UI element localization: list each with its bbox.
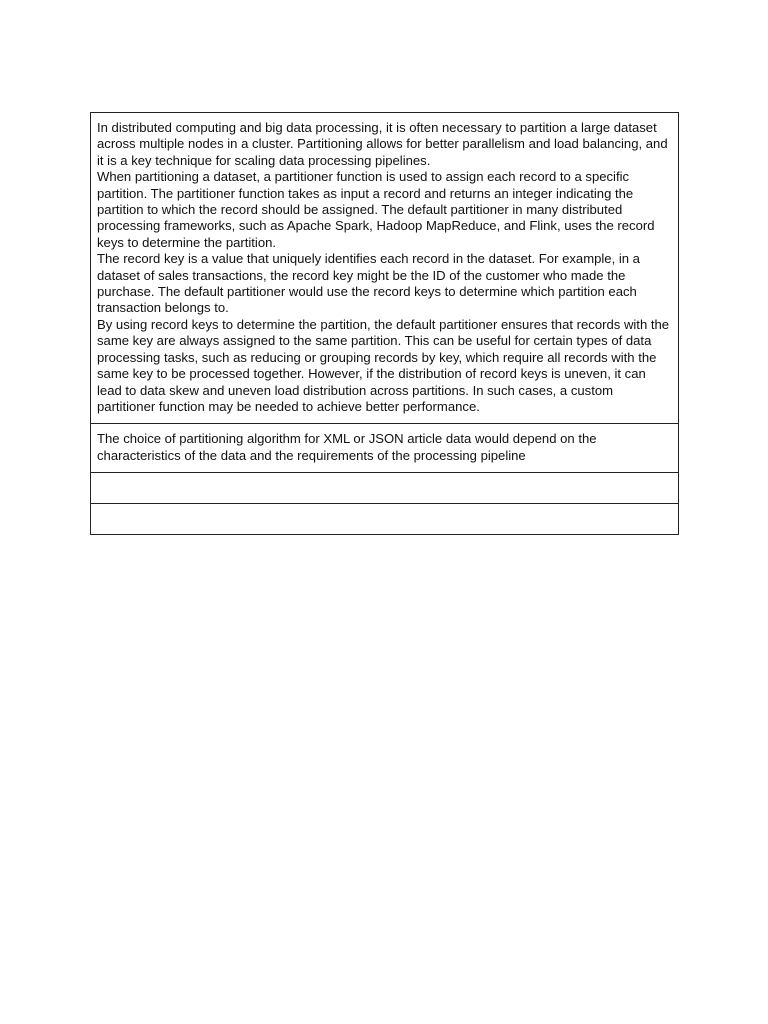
paragraph: The record key is a value that uniquely identifies each record in the dataset. For example, in a dataset of sales transactions, the record key might be the ID of the customer who made the purchase. The default partitioner would use the record keys to determine which partition each transaction belongs to. xyxy=(97,251,640,316)
table-row-empty xyxy=(91,504,679,535)
paragraph: By using record keys to determine the partition, the default partitioner ensures that records with the same key are always assigned to the same partition. This can be useful for certain types of data processing tasks, such as reducing or grouping records by key, which require all records with the same key to be processed together. However, if the distribution of record keys is uneven, it can lead to data skew and uneven load distribution across partitions. In such cases, a custom partitioner function may be needed to achieve better performance. xyxy=(97,316,670,414)
paragraph: In distributed computing and big data processing, it is often necessary to partition a large dataset across multiple nodes in a cluster. Partitioning allows for better parallelism and load balancing, and it is a key technique for scaling data processing pipelines. xyxy=(97,120,668,168)
table-row-empty xyxy=(91,473,679,504)
content-table xyxy=(90,112,679,535)
table-cell xyxy=(91,424,679,473)
table-cell-empty xyxy=(91,473,679,504)
table-row xyxy=(91,424,679,473)
table-cell xyxy=(91,113,679,424)
paragraph: When partitioning a dataset, a partitioner function is used to assign each record to a specific partition. The partitioner function takes as input a record and returns an integer indicating the partition to which the record should be assigned. The default partitioner in many distributed processing frameworks, such as Apache Spark, Hadoop MapReduce, and Flink, uses the record keys to determine the partition. xyxy=(97,169,655,250)
table-cell-empty xyxy=(91,504,679,535)
paragraph: The choice of partitioning algorithm for XML or JSON article data would depend on the characteristics of the data and the requirements of the processing pipeline xyxy=(97,431,597,463)
table-row xyxy=(91,113,679,424)
